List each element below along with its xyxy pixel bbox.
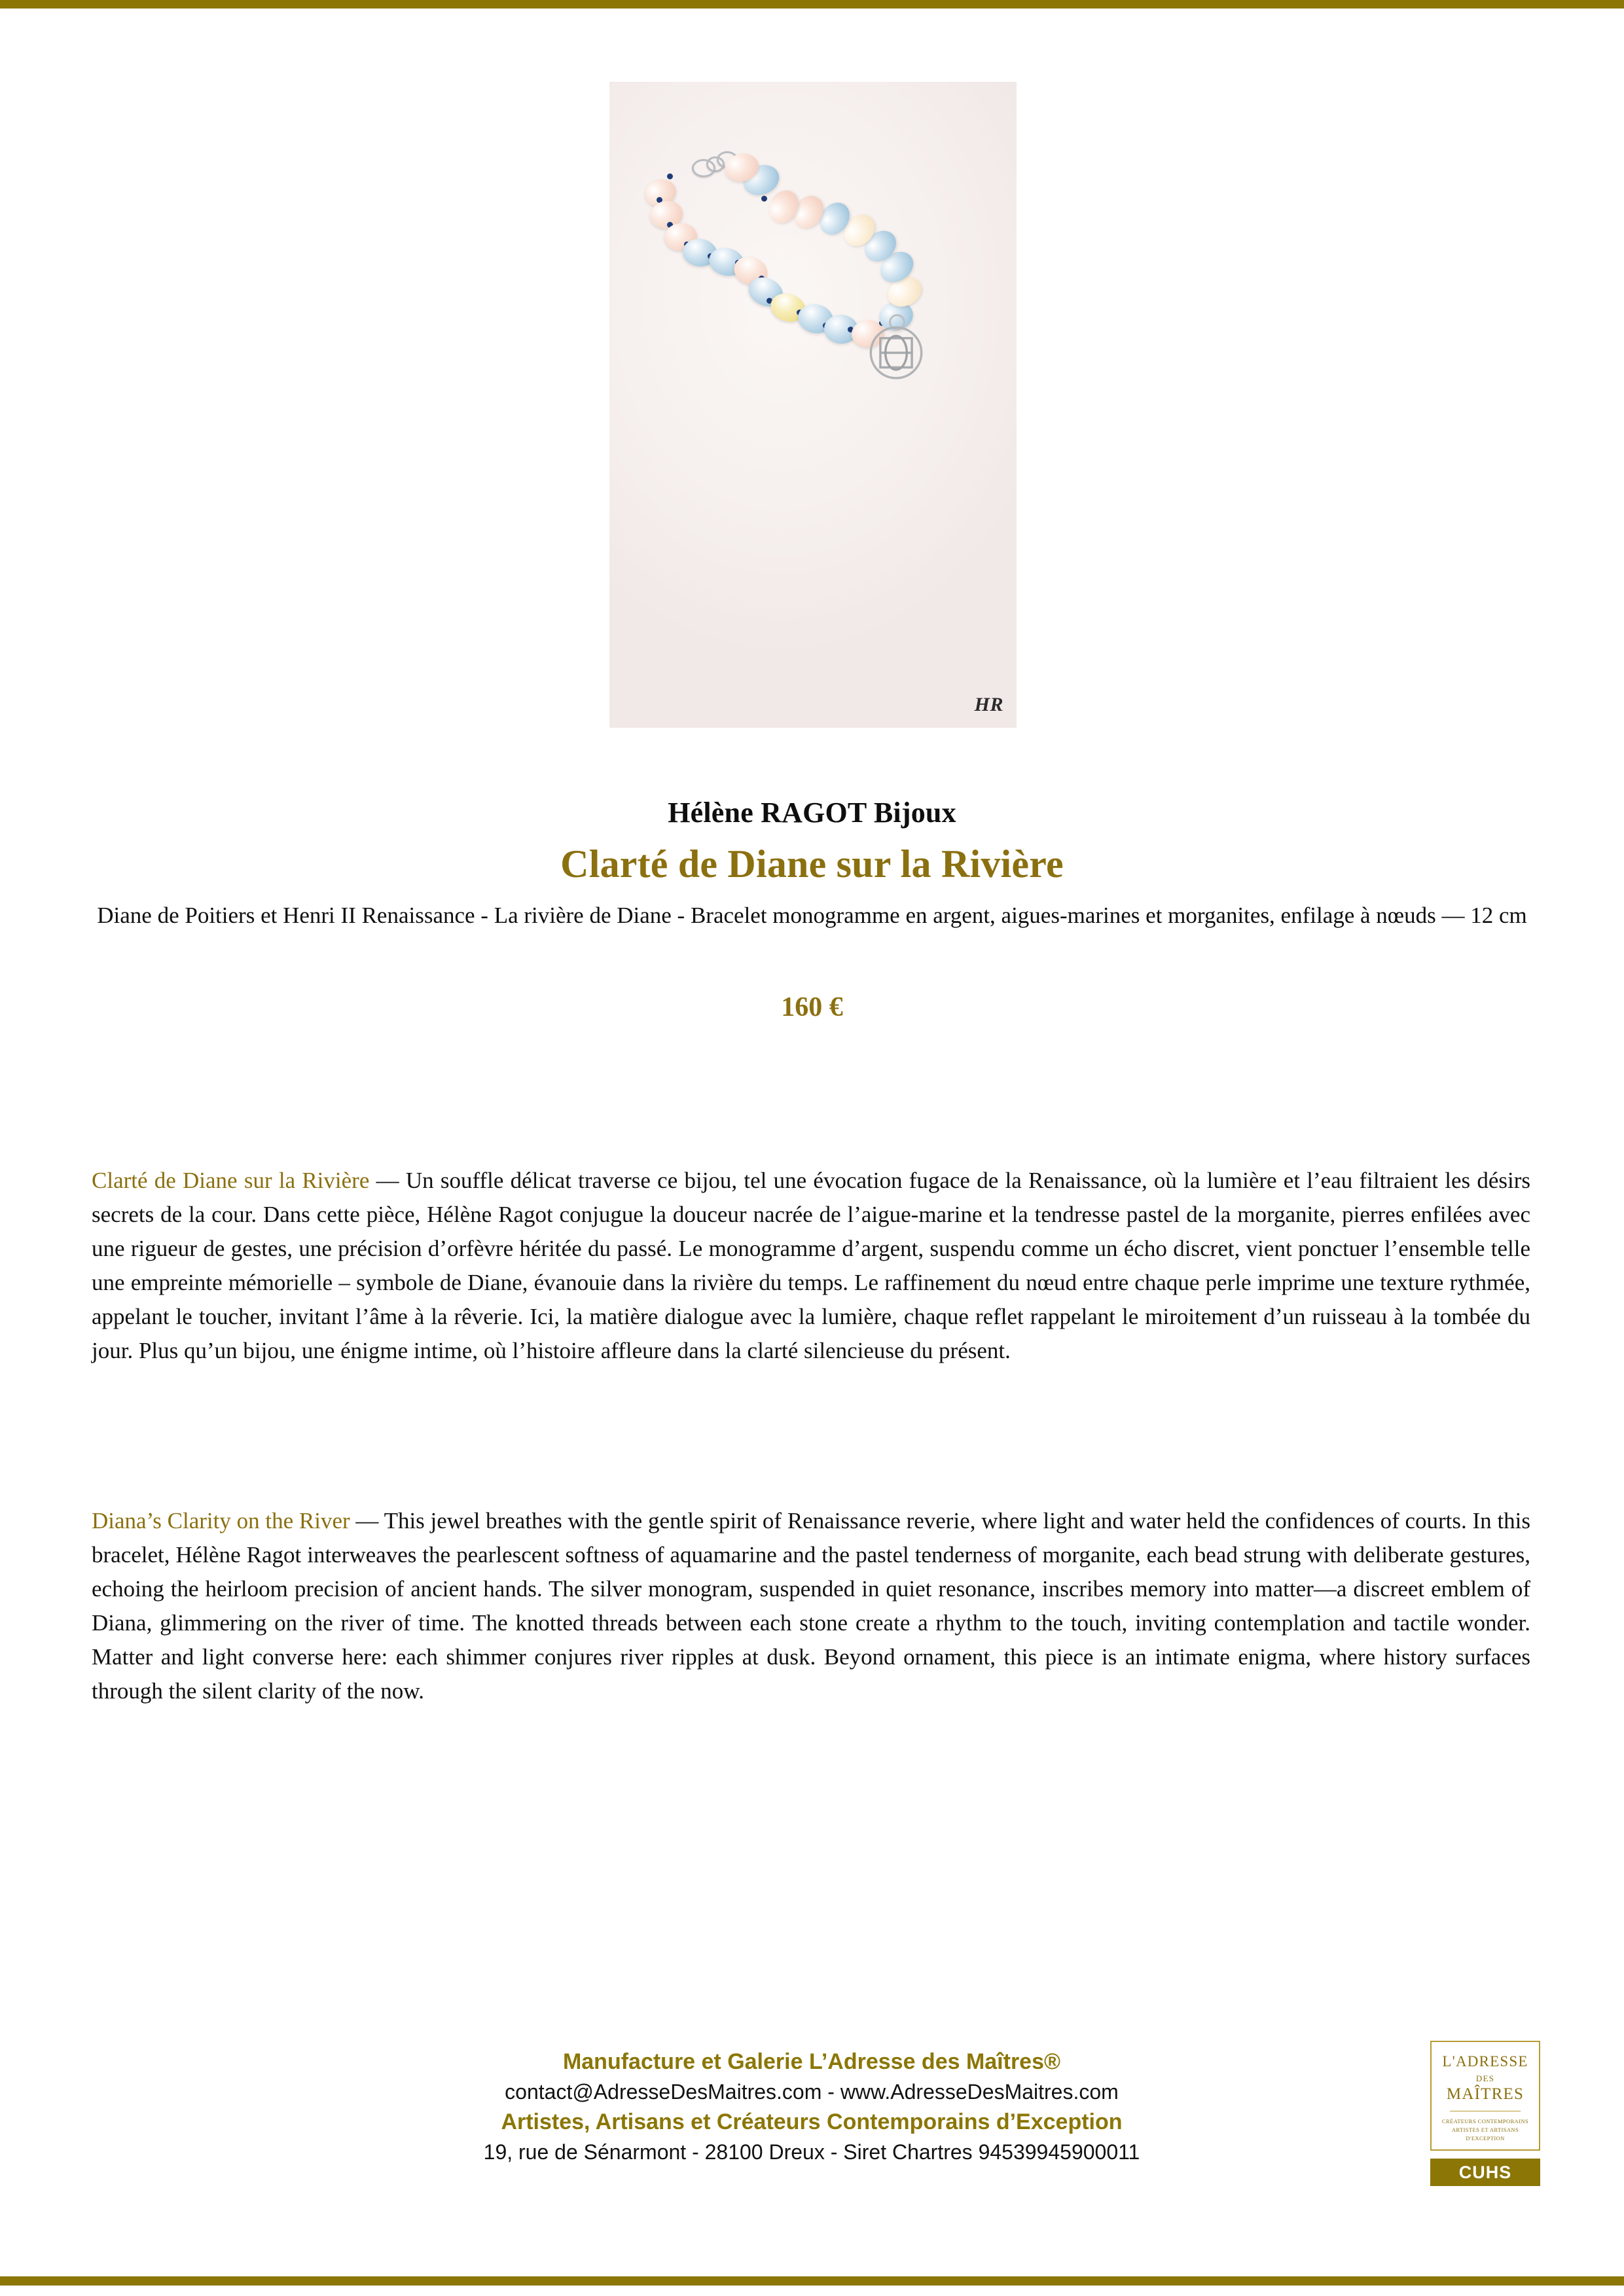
- maker-name: Hélène RAGOT Bijoux: [668, 797, 956, 829]
- footer-contact[interactable]: contact@AdresseDesMaitres.com - www.AdresseDesMaitres.com: [505, 2080, 1119, 2104]
- brand-logo-card: [1430, 2041, 1540, 2151]
- description-text-en: This jewel breathes with the gentle spirit of Renaissance reverie, where light and water held the confidences of courts. In this bracelet, Hélène Ragot interweaves the pearlescent softness of aquamarine and the pastel tenderness of morganite, each bead strung with deliberate gestures, echoing the heirloom precision of ancient hands. The silver monogram, suspended in quiet resonance, inscribes memory into matter—a discreet emblem of Diana, glimmering on the river of time. The knotted threads between each stone create a rhythm to the touch, inviting contemplation and tactile wonder. Matter and light converse here: each shimmer conjures river ripples at dusk. Beyond ornament, this piece is an intimate enigma, where history surfaces through the silent clarity of the now.: [92, 1508, 1531, 1704]
- brand-line-4: CRÉATEURS CONTEMPORAINS: [1441, 2118, 1529, 2125]
- brand-logo: [1430, 2041, 1543, 2186]
- brand-line-2: DES: [1475, 2073, 1495, 2083]
- footer: [223, 2047, 1401, 2167]
- thread-knot: [761, 196, 767, 202]
- monogram-medallion-icon: [868, 325, 924, 381]
- footer-tagline: Artistes, Artisans et Créateurs Contemporains d’Exception: [501, 2109, 1123, 2134]
- brand-line-1: L'ADRESSE: [1442, 2053, 1528, 2070]
- footer-company-name: Manufacture et Galerie L’Adresse des Maîtres®: [562, 2049, 1061, 2074]
- photo-watermark: HR: [974, 694, 1003, 715]
- description-french: [92, 1164, 1530, 1368]
- lobster-clasp: [692, 159, 715, 177]
- bracelet-illustration: [609, 82, 1017, 728]
- brand-line-5: ARTISTES ET ARTISANS: [1451, 2126, 1519, 2133]
- footer-address: 19, rue de Sénarmont - 28100 Dreux - Siret Chartres 94539945900011: [483, 2140, 1140, 2164]
- description-lede-fr: Clarté de Diane sur la Rivière: [92, 1168, 370, 1193]
- price: 160 €: [781, 992, 843, 1022]
- thread-knot: [667, 173, 673, 179]
- description-text-fr: Un souffle délicat traverse ce bijou, tel une évocation fugace de la Renaissance, où la lumière et l’eau filtraient les désirs secrets de la cour. Dans cette pièce, Hélène Ragot conjugue la douceur nacrée de l’aigue-marine et la tendresse pastel de la morganite, pierres enfilées avec une rigueur de gestes, une précision d’orfèvre héritée du passé. Le monogramme d’argent, suspendu comme un écho discret, vient ponctuer l’ensemble telle une empreinte mémorielle – symbole de Diane, évanouie dans la rivière du temps. Le raffinement du nœud entre chaque perle imprime une texture rythmée, appelant le toucher, invitant l’âme à la rêverie. Ici, la matière dialogue avec la lumière, chaque reflet rappelant le miroitement d’un ruisseau à la tombée du jour. Plus qu’un bijou, une énigme intime, où l’histoire affleure dans la clarté silencieuse du présent.: [92, 1168, 1530, 1363]
- description-english: [92, 1504, 1530, 1708]
- em-dash-fr: —: [369, 1168, 406, 1193]
- cuhs-badge: CUHS: [1430, 2159, 1540, 2186]
- top-gold-rule: [0, 0, 1624, 9]
- product-photo: [609, 82, 1017, 728]
- bottom-gold-rule: [0, 2276, 1624, 2286]
- piece-subtitle: Diane de Poitiers et Henri II Renaissance - La rivière de Diane - Bracelet monogramme en argent, aigues-marines et morganites, enfilage à nœuds — 12 cm: [97, 903, 1527, 928]
- page-title: Clarté de Diane sur la Rivière: [560, 842, 1064, 886]
- description-lede-en: Diana’s Clarity on the River: [92, 1508, 350, 1534]
- brand-line-6: D'EXCEPTION: [1466, 2135, 1505, 2142]
- pendant-assembly: [867, 314, 926, 383]
- brand-line-3: MAÎTRES: [1446, 2085, 1525, 2103]
- em-dash-en: —: [350, 1508, 384, 1534]
